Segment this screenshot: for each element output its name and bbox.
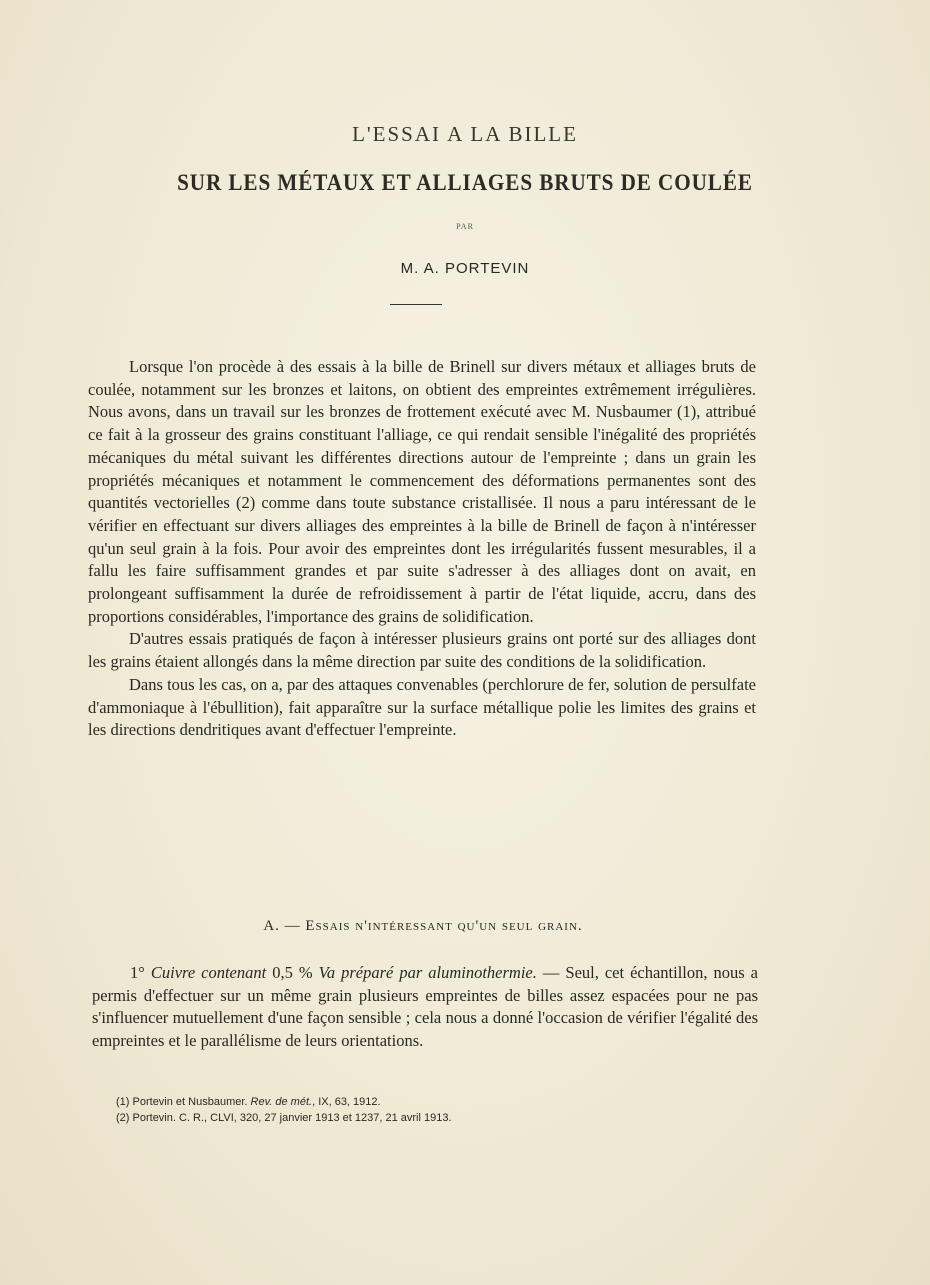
footnote-1-ref: , IX, 63, 1912. [312,1096,381,1108]
title-divider [390,304,442,305]
subsection-paragraph [92,962,758,1053]
subsection-number: 1° [130,963,145,982]
author-name: M. A. PORTEVIN [400,260,530,277]
title-line-1: L'ESSAI A LA BILLE [352,122,578,146]
subsection-rest: — Seul, cet échantillon, nous a permis d'effectuer sur un même grain plusieurs empreintes de billes assez espacées pour ne pas s'influencer mutuellement d'une façon sensible ; cela nous a donné l'occasion de vérifier l'égalité des empreintes et le parallélisme de leurs orientations. [92,963,759,1051]
paragraph-3: Dans tous les cas, on a, par des attaques convenables (perchlorure de fer, solution de persulfate d'ammoniaque à l'ébullition), fait apparaître sur la surface métallique polie les limites des grains et les directions dendritiques avant d'effectuer l'empreinte. [88,674,756,740]
subsection-italic-lead: Cuivre contenant [150,963,267,982]
subsection-text [92,962,758,1053]
footnote-2-text: Portevin. C. R., CLVI, 320, 27 janvier 1913 et 1237, 21 avril 1913. [132,1112,452,1124]
section-heading: A. — Essais n'intéressant qu'un seul grain. [263,918,583,934]
footnote-1-authors: Portevin et Nusbaumer. [132,1096,248,1108]
body-text [88,356,756,742]
footnote-1-mark: (1) [116,1096,130,1108]
by-label: PAR [456,222,474,231]
title-line-2: SUR LES MÉTAUX ET ALLIAGES BRUTS DE COULÉE [177,170,753,195]
subsection-value: 0,5 % [272,963,313,982]
footnotes [116,1094,716,1126]
paragraph-1: Lorsque l'on procède à des essais à la bille de Brinell sur divers métaux et alliages bruts de coulée, notamment sur les bronzes et laitons, on obtient des empreintes extrêmement irrégulières. Nous avons, dans un travail sur les bronzes de frottement exécuté avec M. Nusbaumer (1), attribué ce fait à la grosseur des grains constituant l'alliage, ce qui rendait sensible l'inégalité des propriétés mécaniques du métal suivant les différentes directions autour de l'empreinte ; dans un grain les propriétés mécaniques et notamment le commencement des déformations permanentes sont des quantités vectorielles (2) comme dans toute substance cristallisée. Il nous a paru intéressant de le vérifier en effectuant sur divers alliages des empreintes à la bille de Brinell de façon à n'intéresser qu'un seul grain à la fois. Pour avoir des empreintes dont les irrégularités fussent mesurables, il a fallu les faire suffisamment grandes et par suite s'adresser à des alliages dont on avait, en prolongeant suffisamment la durée de refroidissement à partir de l'état liquide, accru, dans des proportions considérables, l'importance des grains de solidification. [88,357,756,626]
subsection-italic-mid: Va préparé par aluminothermie. [318,963,537,982]
footnote-1 [116,1094,716,1110]
paragraph-2: D'autres essais pratiqués de façon à intéresser plusieurs grains ont porté sur des alliages dont les grains étaient allongés dans la même direction par suite des conditions de la solidification. [88,629,756,672]
footnote-2-mark: (2) [116,1112,130,1124]
footnote-1-journal: Rev. de mét. [250,1096,313,1108]
footnote-2 [116,1110,716,1126]
